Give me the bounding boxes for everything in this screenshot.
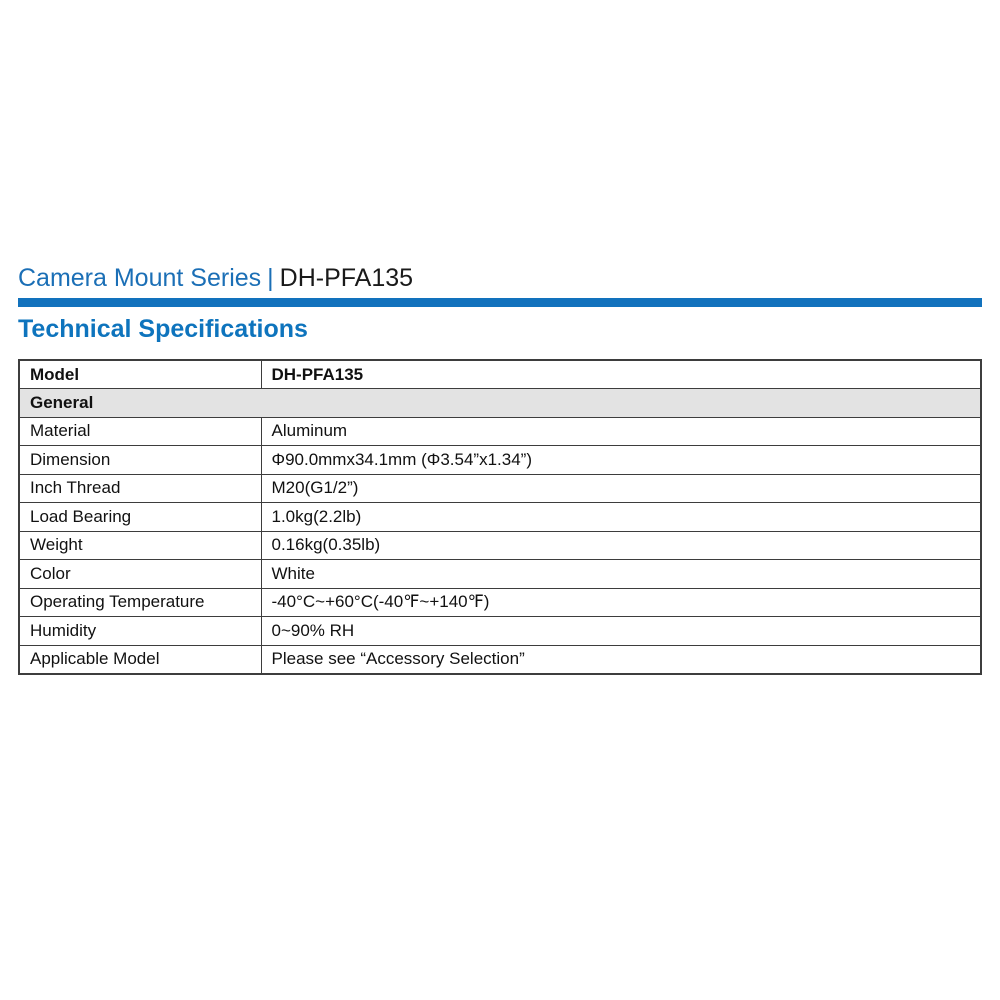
spec-table-row [19, 588, 981, 617]
spec-label-cell: Applicable Model [19, 645, 261, 674]
spec-value-cell: M20(G1/2”) [261, 474, 981, 503]
spec-table-row [19, 503, 981, 532]
spec-label-cell: Humidity [19, 617, 261, 646]
spec-table-model-row [19, 360, 981, 389]
title-separator: | [267, 264, 274, 292]
spec-table-section-row [19, 389, 981, 418]
spec-label-cell: Color [19, 560, 261, 589]
series-title: Camera Mount Series [18, 264, 262, 292]
spec-label-cell: Weight [19, 531, 261, 560]
spec-table-row [19, 560, 981, 589]
spec-value-cell: Please see “Accessory Selection” [261, 645, 981, 674]
page-title [18, 263, 982, 293]
spec-value-cell: DH-PFA135 [261, 360, 981, 389]
spec-label-cell: Model [19, 360, 261, 389]
spec-table-row [19, 446, 981, 475]
spec-value-cell: 0~90% RH [261, 617, 981, 646]
spec-table-row [19, 645, 981, 674]
spec-table-row [19, 417, 981, 446]
spec-label-cell: Material [19, 417, 261, 446]
section-header-cell: General [19, 389, 981, 418]
spec-table-row [19, 531, 981, 560]
spec-value-cell: Aluminum [261, 417, 981, 446]
spec-label-cell: Operating Temperature [19, 588, 261, 617]
spec-label-cell: Inch Thread [19, 474, 261, 503]
spec-value-cell: White [261, 560, 981, 589]
spec-table [18, 359, 982, 675]
spec-label-cell: Dimension [19, 446, 261, 475]
spec-table-row [19, 474, 981, 503]
spec-value-cell: 1.0kg(2.2lb) [261, 503, 981, 532]
section-heading: Technical Specifications [18, 315, 308, 343]
spec-value-cell: 0.16kg(0.35lb) [261, 531, 981, 560]
model-number: DH-PFA135 [279, 264, 414, 292]
spec-value-cell: -40°C~+60°C(-40℉~+140℉) [261, 588, 981, 617]
spec-label-cell: Load Bearing [19, 503, 261, 532]
spec-value-cell: Φ90.0mmx34.1mm (Φ3.54”x1.34”) [261, 446, 981, 475]
spec-table-row [19, 617, 981, 646]
header-divider-rule [18, 298, 982, 307]
